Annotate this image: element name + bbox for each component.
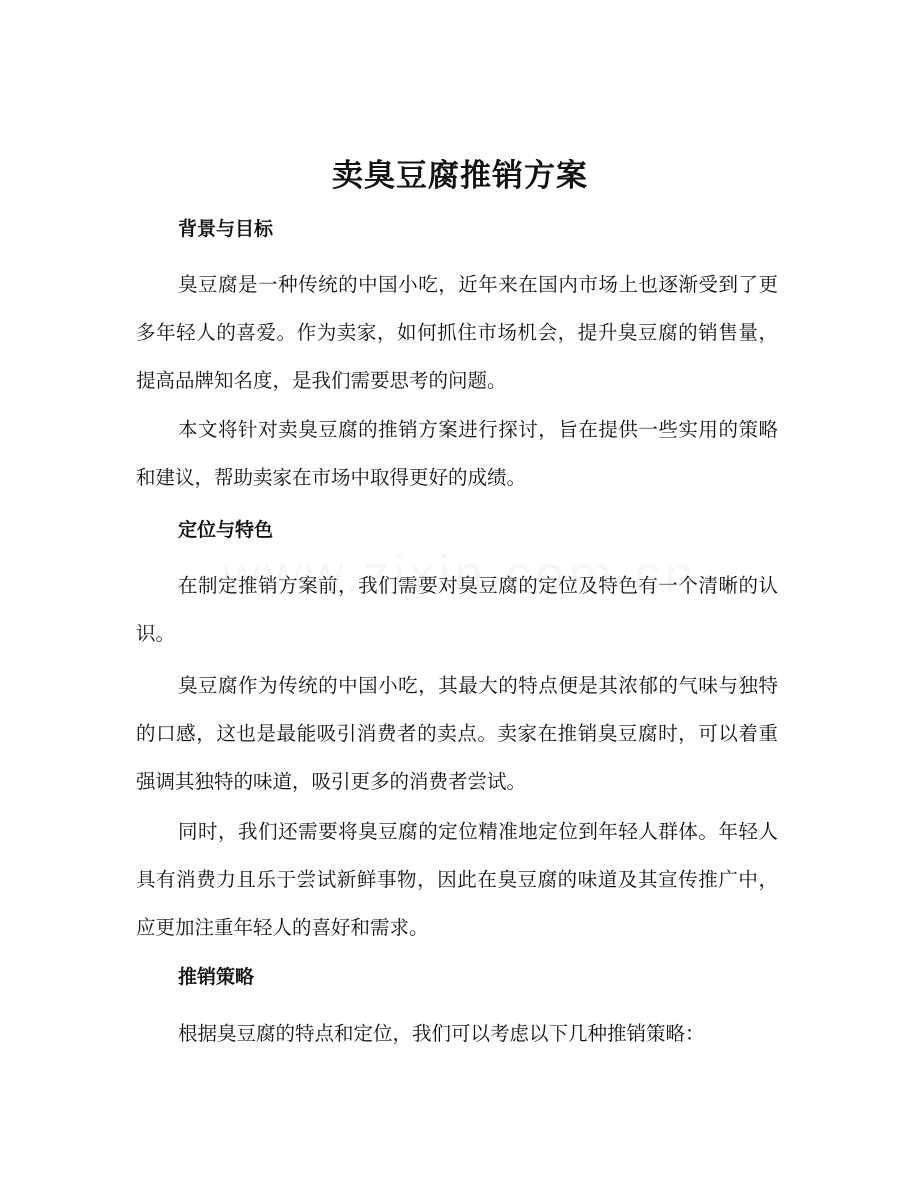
paragraph: 臭豆腐作为传统的中国小吃，其最大的特点便是其浓郁的气味与独特的口感，这也是最能吸引消费者的卖点。卖家在推销臭豆腐时，可以着重强调其独特的味道，吸引更多的消费者尝试。 — [136, 674, 778, 793]
document-title: 卖臭豆腐推销方案 — [332, 158, 588, 194]
paragraph: 在制定推销方案前，我们需要对臭豆腐的定位及特色有一个清晰的认识。 — [136, 574, 778, 645]
paragraph: 臭豆腐是一种传统的中国小吃，近年来在国内市场上也逐渐受到了更多年轻人的喜爱。作为卖家，如何抓住市场机会，提升臭豆腐的销售量，提高品牌知名度，是我们需要思考的问题。 — [136, 273, 778, 392]
section-heading-background: 背景与目标 — [178, 218, 274, 240]
section-heading-strategy: 推销策略 — [178, 966, 255, 988]
paragraph: 本文将针对卖臭豆腐的推销方案进行探讨，旨在提供一些实用的策略和建议，帮助卖家在市场中取得更好的成绩。 — [136, 418, 778, 489]
paragraph: 同时，我们还需要将臭豆腐的定位精准地定位到年轻人群体。年轻人具有消费力且乐于尝试新鲜事物，因此在臭豆腐的味道及其宣传推广中，应更加注重年轻人的喜好和需求。 — [136, 820, 778, 939]
paragraph: 根据臭豆腐的特点和定位，我们可以考虑以下几种推销策略： — [178, 1022, 705, 1045]
section-heading-positioning: 定位与特色 — [178, 519, 274, 541]
